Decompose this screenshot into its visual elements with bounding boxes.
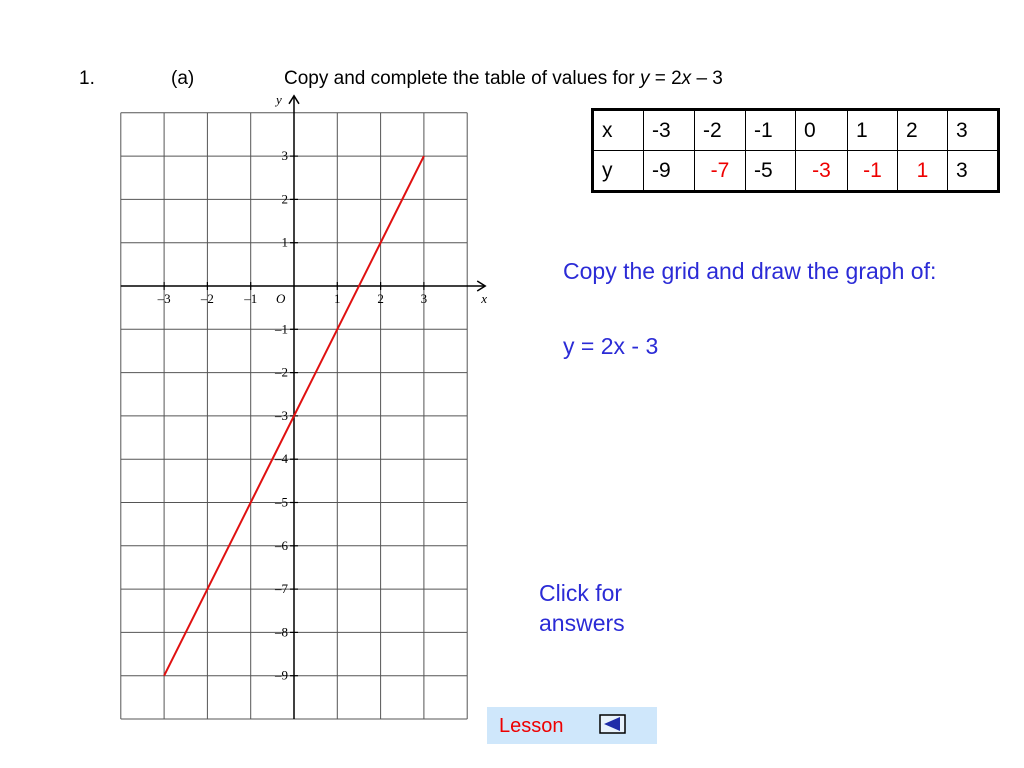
table-row-header: y (593, 151, 644, 192)
y-tick-label: –1 (275, 321, 288, 337)
y-tick-label: –3 (275, 407, 288, 423)
table-cell-answer: -7 (695, 151, 746, 192)
y-tick-label: –7 (275, 581, 288, 597)
lesson-button-label: Lesson (499, 715, 564, 737)
table-row-y (593, 151, 999, 192)
table-cell-answer: 1 (898, 151, 948, 192)
values-table (591, 108, 1000, 193)
table-cell: 1 (848, 110, 898, 151)
table-cell: 3 (948, 110, 999, 151)
x-tick-label: 1 (334, 291, 341, 306)
question-number: 1. (79, 68, 95, 89)
table-cell: -5 (746, 151, 796, 192)
x-tick-label: –3 (157, 291, 171, 306)
question-part: (a) (171, 68, 195, 89)
table-cell: 0 (796, 110, 848, 151)
question-text-middle: = 2 (649, 68, 682, 89)
question-text-x: x (681, 68, 692, 89)
x-tick-label: 2 (377, 291, 384, 306)
y-tick-label: –2 (275, 364, 288, 380)
y-tick-label: –5 (275, 494, 288, 510)
y-axis-label: y (276, 91, 282, 107)
table-cell: -2 (695, 110, 746, 151)
instruction-text: Copy the grid and draw the graph of: (563, 258, 937, 284)
x-axis-label: x (481, 291, 487, 306)
question-text-suffix: – 3 (691, 68, 723, 89)
question-text-y: y (639, 68, 650, 89)
y-tick-label: –8 (275, 624, 288, 640)
y-tick-label: 2 (281, 191, 288, 207)
y-tick-label: –4 (275, 451, 288, 467)
y-tick-label: –6 (275, 537, 288, 553)
table-cell: -9 (644, 151, 695, 192)
click-for-answers-link[interactable]: Click for answers (539, 580, 625, 636)
table-row-header: x (593, 110, 644, 151)
table-cell: 2 (898, 110, 948, 151)
origin-label: O (276, 291, 286, 306)
equation-text: y = 2x - 3 (563, 333, 659, 359)
question-text-prefix: Copy and complete the table of values for (284, 68, 640, 89)
table-cell-answer: -1 (848, 151, 898, 192)
x-tick-label: –1 (244, 291, 258, 306)
x-tick-label: 3 (420, 291, 428, 306)
back-arrow-icon (599, 714, 626, 734)
table-row-x (593, 110, 999, 151)
x-tick-label: –2 (200, 291, 214, 306)
table-cell-answer: -3 (796, 151, 848, 192)
y-tick-label: 1 (281, 234, 288, 250)
table-cell: -1 (746, 110, 796, 151)
table-cell: 3 (948, 151, 999, 192)
y-tick-label: –9 (275, 667, 288, 683)
table-cell: -3 (644, 110, 695, 151)
lesson-button[interactable] (487, 707, 657, 744)
y-tick-label: 3 (281, 148, 288, 164)
